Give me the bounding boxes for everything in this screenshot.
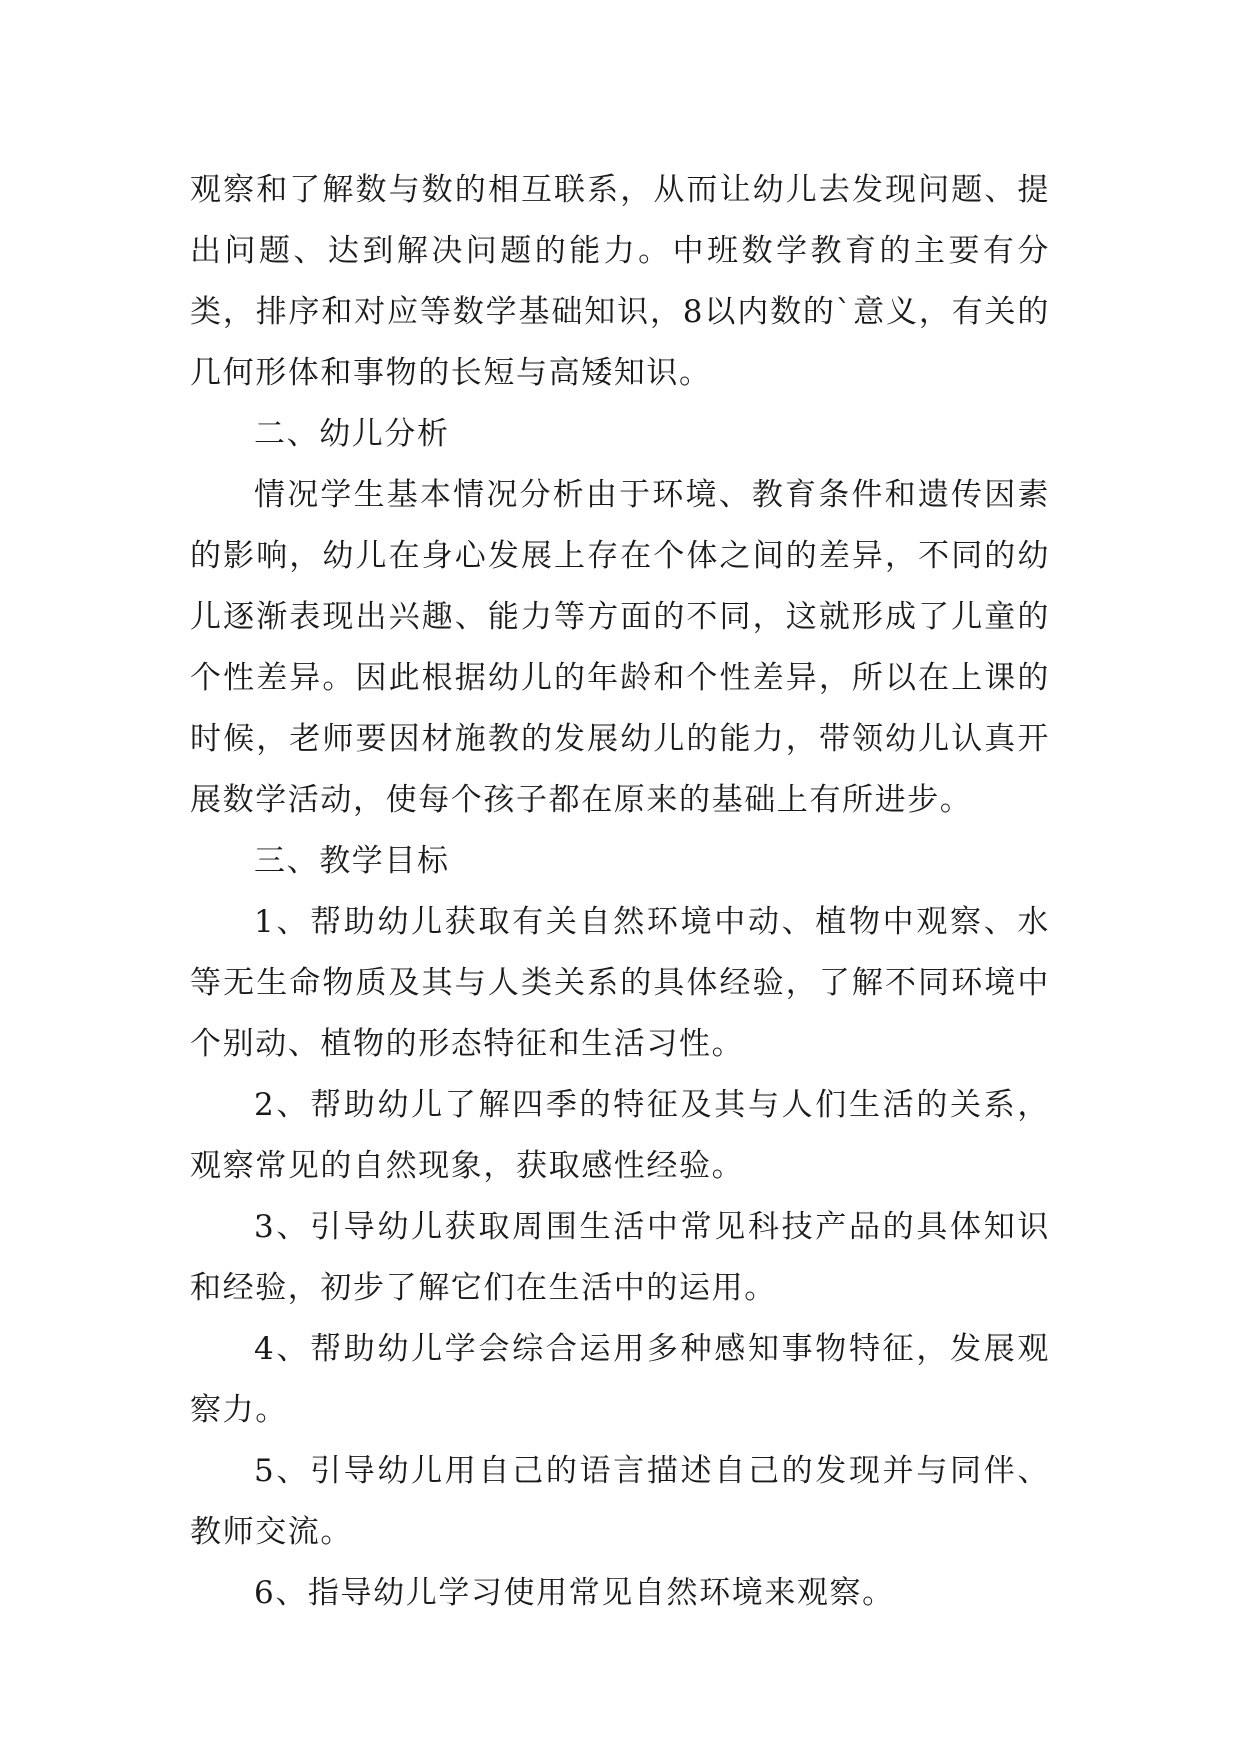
paragraph-child-analysis: 情况学生基本情况分析由于环境、教育条件和遗传因素的影响，幼儿在身心发展上存在个体之间的差异，不同的幼儿逐渐表现出兴趣、能力等方面的不同，这就形成了儿童的个性差异。因此根据幼儿的年龄和个性差异，所以在上课的时候，老师要因材施教的发展幼儿的能力，带领幼儿认真开展数学活动，使每个孩子都在原来的基础上有所进步。 <box>190 477 1050 818</box>
goal-item-4: 4、帮助幼儿学会综合运用多种感知事物特征，发展观察力。 <box>190 1331 1050 1428</box>
paragraph-continuation: 观察和了解数与数的相互联系，从而让幼儿去发现问题、提出问题、达到解决问题的能力。中班数学教育的主要有分类，排序和对应等数学基础知识，8以内数的`意义，有关的几何形体和事物的长短与高矮知识。 <box>190 172 1050 391</box>
section-heading-teaching-goals: 三、教学目标 <box>254 843 450 879</box>
goal-item-6: 6、指导幼儿学习使用常见自然环境来观察。 <box>254 1575 895 1611</box>
goal-item-5: 5、引导幼儿用自己的语言描述自己的发现并与同伴、教师交流。 <box>190 1453 1050 1550</box>
goal-item-1: 1、帮助幼儿获取有关自然环境中动、植物中观察、水等无生命物质及其与人类关系的具体经验，了解不同环境中个别动、植物的形态特征和生活习性。 <box>190 904 1050 1062</box>
document-body <box>190 160 1050 1624</box>
section-heading-child-analysis: 二、幼儿分析 <box>254 416 450 452</box>
goal-item-2: 2、帮助幼儿了解四季的特征及其与人们生活的关系，观察常见的自然现象，获取感性经验。 <box>190 1087 1050 1184</box>
goal-item-3: 3、引导幼儿获取周围生活中常见科技产品的具体知识和经验，初步了解它们在生活中的运用。 <box>190 1209 1050 1306</box>
